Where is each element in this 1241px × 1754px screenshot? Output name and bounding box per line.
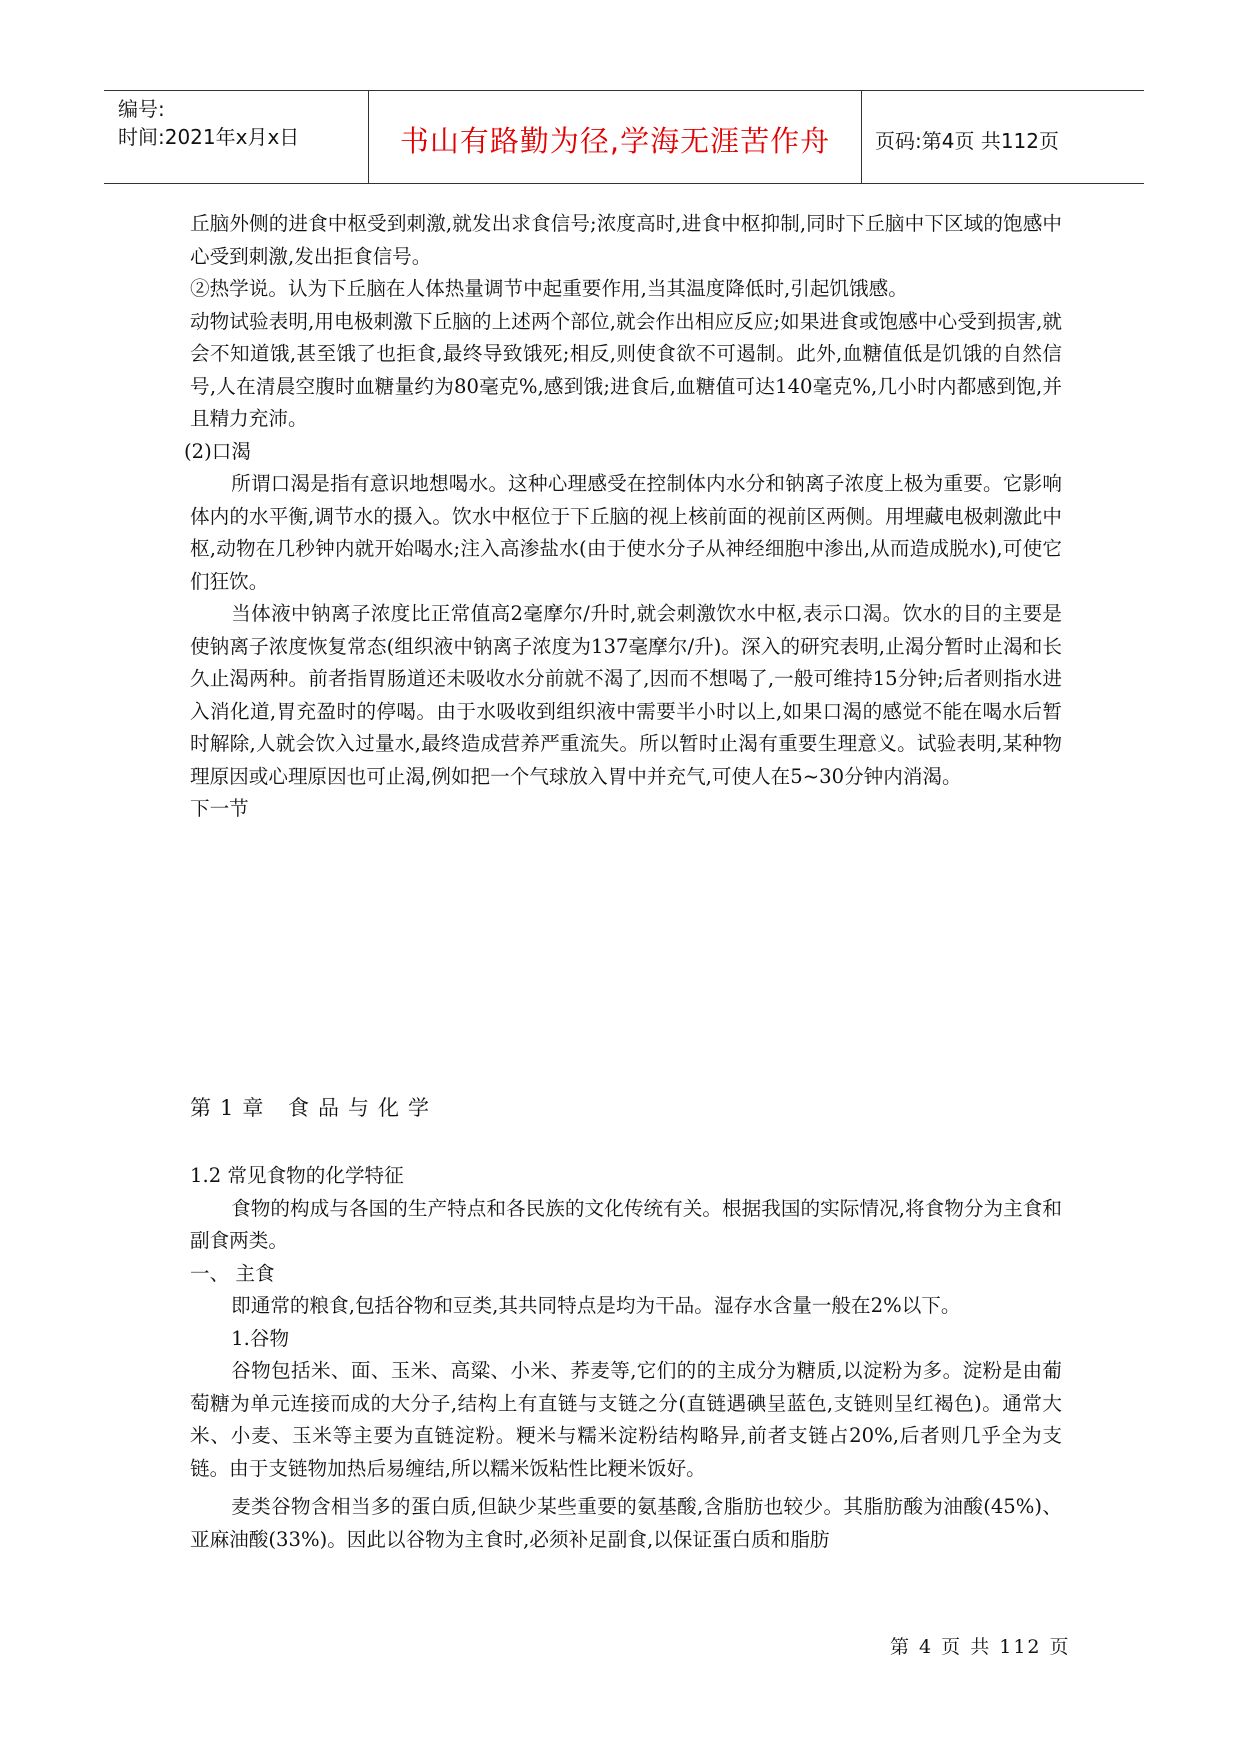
header-left-cell bbox=[104, 91, 368, 183]
heading-grains: 1.谷物 bbox=[231, 1326, 290, 1350]
header-motto: 书山有路勤为径,学海无涯苦作舟 bbox=[399, 124, 831, 158]
paragraph-animal-experiment: 动物试验表明,用电极刺激下丘脑的上述两个部位,就会作出相应反应;如果进食或饱感中心受到损害,就会不知道饿,甚至饿了也拒食,最终导致饿死;相反,则使食欲不可遏制。此外,血糖值低是饥饿的自然信号,人在清晨空腹时血糖量约为80毫克%,感到饿;进食后,血糖值可达140毫克%,几小时内都感到饱,并且精力充沛。 bbox=[190, 309, 1062, 430]
header-right-cell bbox=[861, 91, 1144, 183]
paragraph-grains: 谷物包括米、面、玉米、高粱、小米、荞麦等,它们的的主成分为糖质,以淀粉为多。淀粉是由葡萄糖为单元连接而成的大分子,结构上有直链与支链之分(直链遇碘呈蓝色,支链则呈红褐色)。通常大米、小麦、玉米等主要为直链淀粉。粳米与糯米淀粉结构略异,前者支链占20%,后者则几乎全为支链。由于支链物加热后易缠结,所以糯米饭粘性比粳米饭好。 bbox=[190, 1359, 1062, 1480]
paragraph-thirst-definition: 所谓口渴是指有意识地想喝水。这种心理感受在控制体内水分和钠离子浓度上极为重要。它影响体内的水平衡,调节水的摄入。饮水中枢位于下丘脑的视上核前面的视前区两侧。用埋藏电极刺激此中枢,动物在几秒钟内就开始喝水;注入高渗盐水(由于使水分子从神经细胞中渗出,从而造成脱水),可使它们狂饮。 bbox=[190, 472, 1062, 593]
header-page-code: 页码:第4页 共112页 bbox=[875, 129, 1059, 153]
paragraph-food-intro: 食物的构成与各国的生产特点和各民族的文化传统有关。根据我国的实际情况,将食物分为主食和副食两类。 bbox=[190, 1196, 1062, 1252]
paragraph-hunger-signal: 丘脑外侧的进食中枢受到刺激,就发出求食信号;浓度高时,进食中枢抑制,同时下丘脑中下区域的饱感中心受到刺激,发出拒食信号。 bbox=[190, 212, 1062, 268]
subheading-thirst: (2)口渴 bbox=[184, 439, 251, 463]
next-section-label: 下一节 bbox=[190, 797, 249, 820]
chapter-title: 第1章 食品与化学 bbox=[190, 1096, 439, 1120]
paragraph-staple-desc: 即通常的粮食,包括谷物和豆类,其共同特点是均为干品。湿存水含量一般在2%以下。 bbox=[231, 1294, 961, 1317]
page-header bbox=[104, 90, 1144, 184]
subsection-title: 1.2 常见食物的化学特征 bbox=[190, 1164, 404, 1187]
heading-staple-food: 一、 主食 bbox=[190, 1261, 275, 1285]
header-middle-cell bbox=[368, 91, 862, 183]
document-time-label: 时间:2021年x月x日 bbox=[118, 125, 300, 149]
paragraph-thirst-sodium: 当体液中钠离子浓度比正常值高2毫摩尔/升时,就会刺激饮水中枢,表示口渴。饮水的目的主要是使钠离子浓度恢复常态(组织液中钠离子浓度为137毫摩尔/升)。深入的研究表明,止渴分暂时止渴和长久止渴两种。前者指胃肠道还未吸收水分前就不渴了,因而不想喝了,一般可维持15分钟;后者则指水进入消化道,胃充盈时的停喝。由于水吸收到组织液中需要半小时以上,如果口渴的感觉不能在喝水后暂时解除,人就会饮入过量水,最终造成营养严重流失。所以暂时止渴有重要生理意义。试验表明,某种物理原因或心理原因也可止渴,例如把一个气球放入胃中并充气,可使人在5~30分钟内消渴。 bbox=[190, 602, 1062, 788]
section-food-chemistry bbox=[190, 1092, 1062, 1556]
paragraph-wheat: 麦类谷物含相当多的蛋白质,但缺少某些重要的氨基酸,含脂肪也较少。其脂肪酸为油酸(45%)、亚麻油酸(33%)。因此以谷物为主食时,必须补足副食,以保证蛋白质和脂肪 bbox=[190, 1495, 1062, 1551]
document-number-label: 编号: bbox=[118, 97, 165, 121]
paragraph-thermal-theory: ②热学说。认为下丘脑在人体热量调节中起重要作用,当其温度降低时,引起饥饿感。 bbox=[190, 277, 908, 300]
section-hunger-thirst bbox=[184, 208, 1062, 826]
page-footer-number: 第 4 页 共 112 页 bbox=[890, 1636, 1071, 1658]
